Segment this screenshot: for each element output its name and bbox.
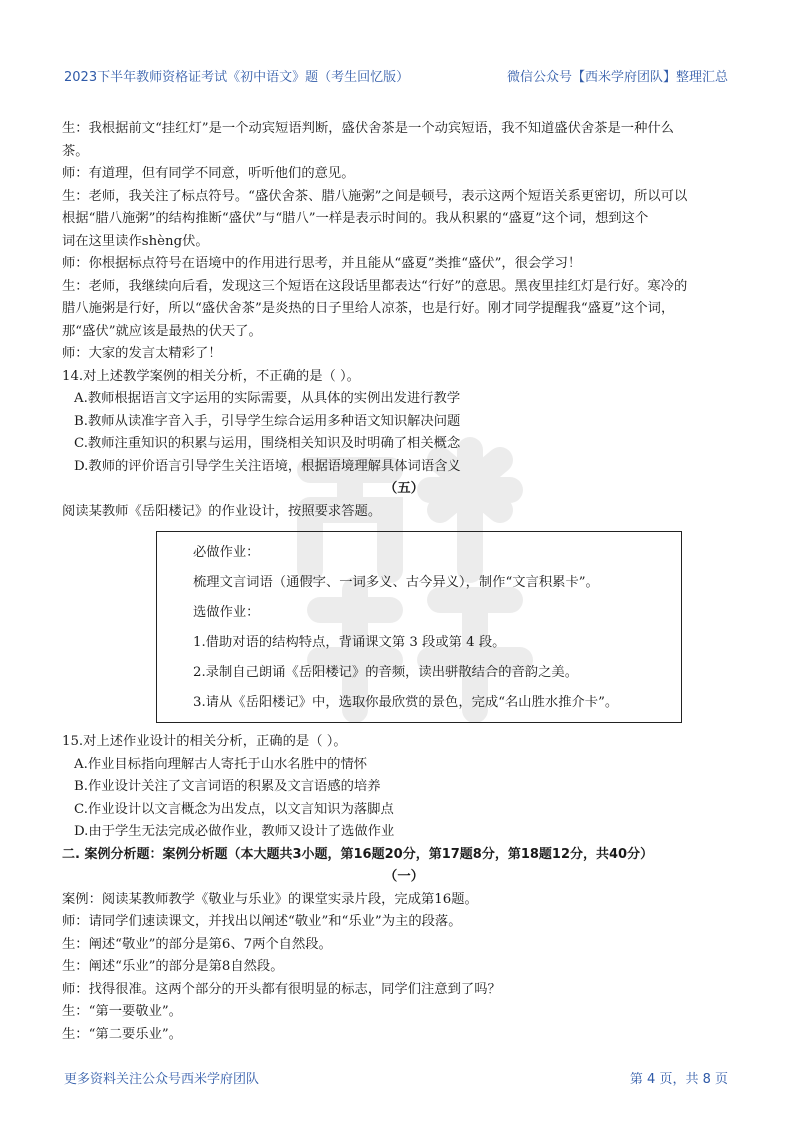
question-14-option-d: D.教师的评价语言引导学生关注语境，根据语境理解具体词语含义: [74, 458, 461, 474]
dialogue-line: 生：老师，我继续向后看，发现这三个短语在这段话里都表达“行好”的意思。黑夜里挂红灯是行好。寒冷的: [62, 278, 688, 294]
section-5-intro: 阅读某教师《岳阳楼记》的作业设计，按照要求答题。: [62, 503, 382, 519]
box-line: 必做作业：: [193, 545, 260, 560]
section-5-title: （五）: [384, 481, 424, 496]
dialogue-line: 茶。: [62, 143, 89, 159]
question-14-stem: 14.对上述教学案例的相关分析，不正确的是（ ）。: [62, 368, 360, 384]
footer-note: 更多资料关注公众号西米学府团队: [64, 1072, 260, 1087]
dialogue-line: 腊八施粥是行好，所以“盛伏舍茶”是炎热的日子里给人凉茶，也是行好。刚才同学提醒我“盛夏”这个词，: [62, 301, 675, 316]
dialogue-line: 生：老师，我关注了标点符号。“盛伏舍茶、腊八施粥”之间是顿号，表示这两个短语关系更密切，所以可以: [62, 188, 688, 204]
case-line: 生：阐述“乐业”的部分是第8自然段。: [62, 959, 284, 974]
question-15-option-c: C.作业设计以文言概念为出发点，以文言知识为落脚点: [74, 801, 394, 817]
dialogue-line: 生：我根据前文“挂红灯”是一个动宾短语判断，盛伏舍茶是一个动宾短语，我不知道盛伏舍茶是一种什么: [62, 121, 674, 136]
question-14-option-c: C.教师注重知识的积累与运用，围绕相关知识及时明确了相关概念: [74, 436, 461, 451]
dialogue-line: 词在这里读作shèng伏。: [62, 233, 209, 249]
question-15-option-b: B.作业设计关注了文言词语的积累及文言语感的培养: [74, 779, 381, 794]
case-line: 生：“第二要乐业”。: [62, 1026, 182, 1042]
homework-box: [156, 531, 682, 723]
case-line: 师：找得很准。这两个部分的开头都有很明显的标志，同学们注意到了吗？: [62, 981, 501, 997]
dialogue-line: 师：大家的发言太精彩了！: [62, 346, 222, 361]
box-line: 3.请从《岳阳楼记》中，选取你最欣赏的景色，完成“名山胜水推介卡”。: [193, 695, 619, 710]
case-line: 师：请同学们速读课文，并找出以阐述“敬业”和“乐业”为主的段落。: [62, 914, 462, 929]
question-14-option-b: B.教师从读准字音入手，引导学生综合运用多种语文知识解决问题: [74, 413, 461, 429]
box-line: 1.借助对语的结构特点，背诵课文第 3 段或第 4 段。: [193, 635, 506, 650]
box-line: 选做作业：: [193, 605, 260, 620]
dialogue-line: 那“盛伏”就应该是最热的伏天了。: [62, 323, 262, 339]
case-line: 案例：阅读某教师教学《敬业与乐业》的课堂实录片段，完成第16题。: [62, 891, 478, 907]
case-line: 生：阐述“敬业”的部分是第6、7两个自然段。: [62, 936, 332, 952]
box-line: 梳理文言词语（通假字、一词多义、古今异义），制作“文言积累卡”。: [193, 575, 599, 590]
box-line: 2.录制自己朗诵《岳阳楼记》的音频，读出骈散结合的音韵之美。: [193, 665, 578, 680]
dialogue-line: 师：有道理，但有同学不同意，听听他们的意见。: [62, 166, 355, 181]
question-15-option-a: A.作业目标指向理解古人寄托于山水名胜中的情怀: [74, 756, 368, 772]
question-15-stem: 15.对上述作业设计的相关分析，正确的是（ ）。: [62, 734, 347, 749]
case-line: 生：“第一要敬业”。: [62, 1004, 182, 1019]
question-15-option-d: D.由于学生无法完成必做作业，教师又设计了选做作业: [74, 824, 395, 839]
dialogue-line: 师：你根据标点符号在语境中的作用进行思考，并且能从“盛夏”类推“盛伏”，很会学习！: [62, 256, 582, 271]
part-2-title: 二. 案例分析题：案例分析题（本大题共3小题，第16题20分，第17题8分，第18题12分，共40分）: [62, 846, 654, 862]
question-14-option-a: A.教师根据语言文字运用的实际需要，从具体的实例出发进行教学: [74, 391, 461, 406]
dialogue-line: 根据“腊八施粥”的结构推断“盛伏”与“腊八”一样是表示时间的。我从积累的“盛夏”这个词，想到这个: [62, 211, 649, 226]
header-source: 微信公众号【西米学府团队】整理汇总: [506, 70, 728, 85]
part-2-subtitle: （一）: [384, 869, 424, 884]
page-number: 第 4 页，共 8 页: [629, 1072, 728, 1087]
page-content: [62, 118, 746, 1046]
header-title: 2023下半年教师资格证考试《初中语文》题（考生回忆版）: [64, 70, 410, 85]
